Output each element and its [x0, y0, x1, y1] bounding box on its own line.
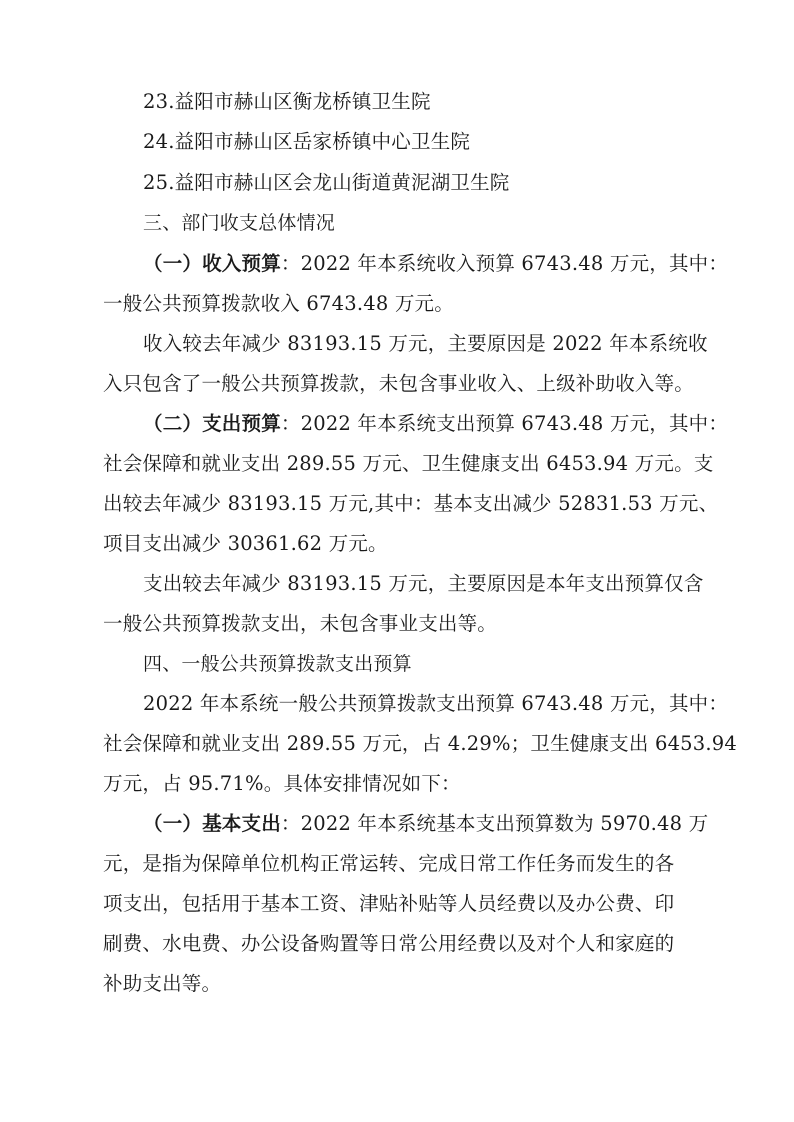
basic-paragraph-line5: 补助支出等。 [103, 972, 222, 995]
expense-paragraph-line1 [143, 410, 728, 438]
income-reason-line2: 入只包含了一般公共预算拨款，未包含事业收入、上级补助收入等。 [103, 372, 695, 395]
list-item-25: 25.益阳市赫山区会龙山街道黄泥湖卫生院 [143, 171, 510, 194]
basic-paragraph-line1 [143, 810, 708, 838]
basic-paragraph-line4: 刷费、水电费、办公设备购置等日常公用经费以及对个人和家庭的 [103, 932, 675, 955]
income-paragraph-line2: 一般公共预算拨款收入 6743.48 万元。 [103, 292, 454, 315]
expense-reason-line2: 一般公共预算拨款支出，未包含事业支出等。 [103, 612, 498, 635]
income-reason-line1: 收入较去年减少 83193.15 万元，主要原因是 2022 年本系统收 [143, 332, 708, 355]
basic-line1-text: ：2022 年本系统基本支出预算数为 5970.48 万 [280, 812, 709, 835]
income-label: （一）收入预算 [143, 252, 281, 275]
expense-reason-line1: 支出较去年减少 83193.15 万元，主要原因是本年支出预算仅含 [143, 572, 704, 595]
income-line1-text: ：2022 年本系统收入预算 6743.48 万元，其中： [280, 252, 729, 275]
expense-paragraph-line2: 社会保障和就业支出 289.55 万元、卫生健康支出 6453.94 万元。支 [103, 452, 714, 475]
basic-label: （一）基本支出 [143, 812, 281, 835]
list-item-24: 24.益阳市赫山区岳家桥镇中心卫生院 [143, 130, 471, 153]
expense-label: （二）支出预算 [143, 412, 281, 435]
section4-para-line2: 社会保障和就业支出 289.55 万元，占 4.29%；卫生健康支出 6453.94 [103, 732, 738, 755]
income-paragraph-line1 [143, 250, 728, 278]
list-item-23: 23.益阳市赫山区衡龙桥镇卫生院 [143, 90, 431, 113]
basic-paragraph-line3: 项支出，包括用于基本工资、津贴补贴等人员经费以及办公费、印 [103, 892, 675, 915]
expense-paragraph-line3: 出较去年减少 83193.15 万元,其中：基本支出减少 52831.53 万元、 [103, 492, 719, 515]
section4-heading: 四、一般公共预算拨款支出预算 [143, 653, 412, 675]
section4-para-line3: 万元，占 95.71%。具体安排情况如下： [103, 772, 461, 795]
expense-line1-text: ：2022 年本系统支出预算 6743.48 万元，其中： [280, 412, 729, 435]
basic-paragraph-line2: 元，是指为保障单位机构正常运转、完成日常工作任务而发生的各 [103, 852, 675, 875]
section3-heading: 三、部门收支总体情况 [143, 212, 336, 234]
expense-paragraph-line4: 项目支出减少 30361.62 万元。 [103, 532, 388, 555]
section4-para-line1: 2022 年本系统一般公共预算拨款支出预算 6743.48 万元，其中： [143, 692, 729, 715]
